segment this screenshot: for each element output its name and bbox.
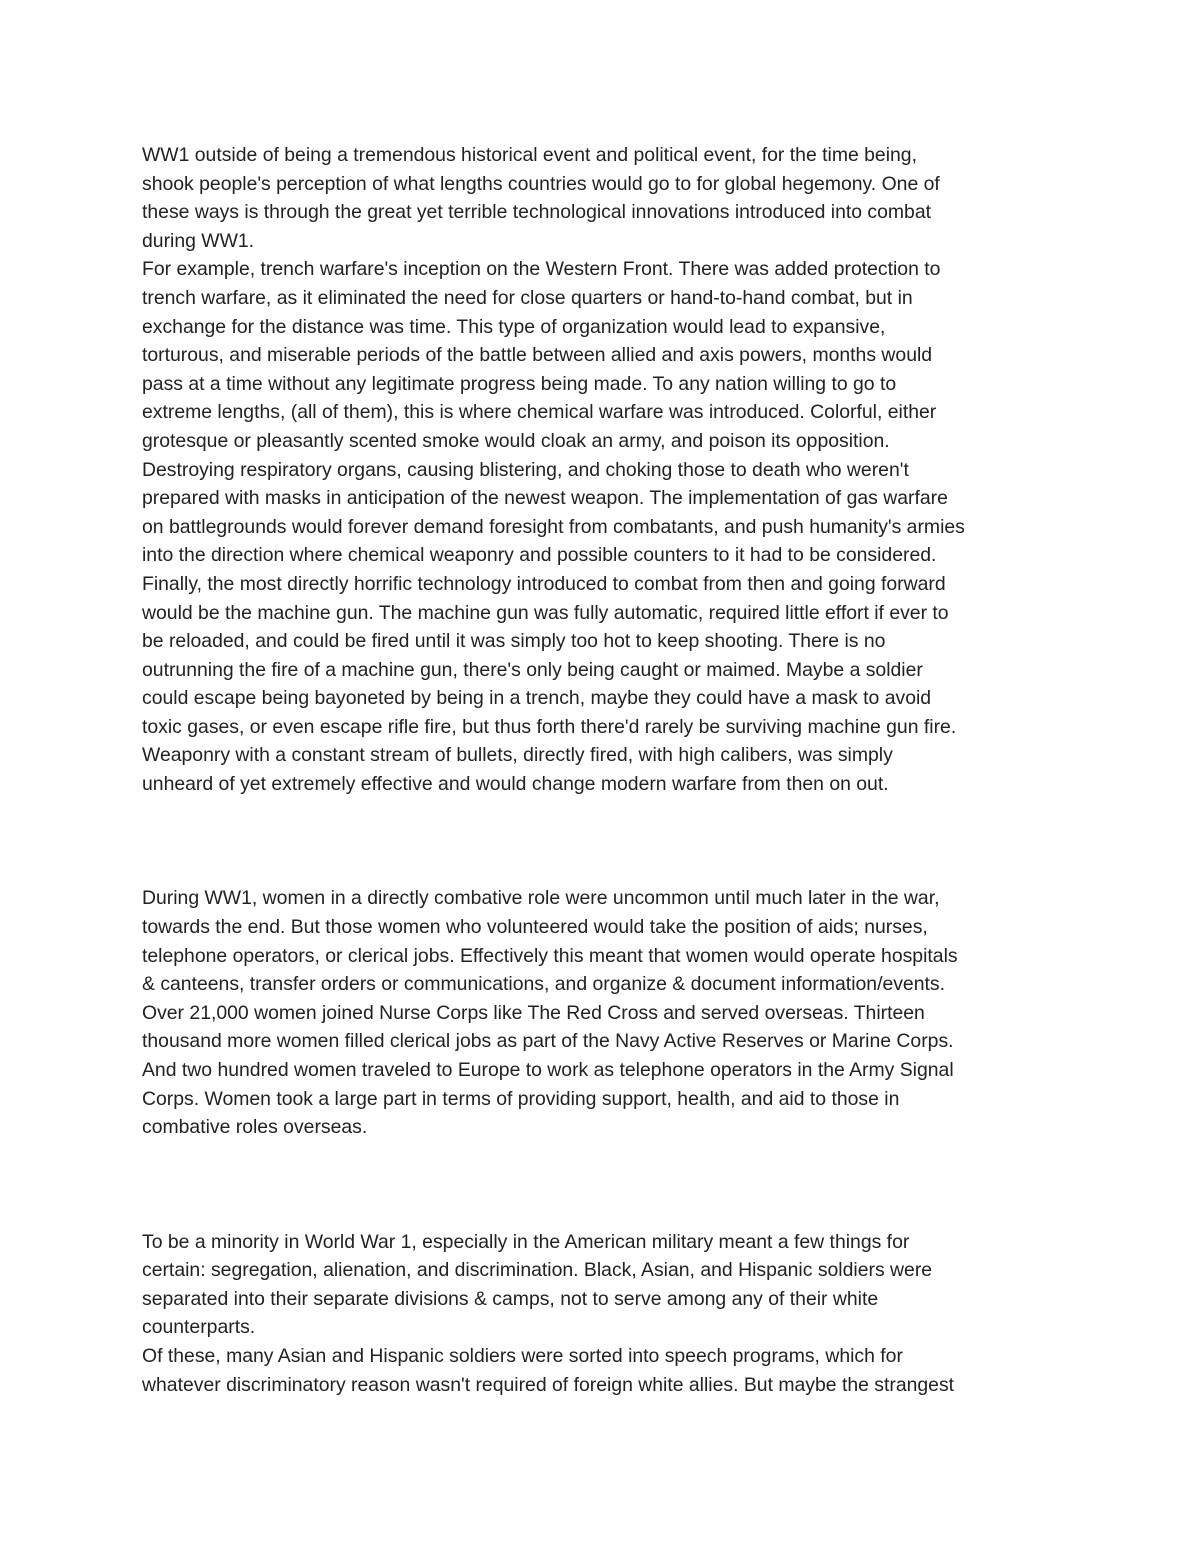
text-line: torturous, and miserable periods of the battle between allied and axis powers, months would (142, 344, 933, 367)
text-line: into the direction where chemical weaponry and possible counters to it had to be considered. (142, 544, 937, 567)
text-line: separated into their separate divisions & camps, not to serve among any of their white (142, 1287, 879, 1310)
text-line: To be a minority in World War 1, especially in the American military meant a few things for (142, 1230, 910, 1253)
blank-line (142, 1199, 1082, 1228)
text-line: Finally, the most directly horrific technology introduced to combat from then and going forward (142, 572, 946, 595)
text-line: WW1 outside of being a tremendous historical event and political event, for the time being, (142, 144, 917, 166)
text-line: whatever discriminatory reason wasn't required of foreign white allies. But maybe the strangest (142, 1373, 955, 1396)
text-line: thousand more women filled clerical jobs as part of the Navy Active Reserves or Marine Corps. (142, 1030, 954, 1053)
text-line: prepared with masks in anticipation of the newest weapon. The implementation of gas warfare (142, 487, 948, 510)
text-line: grotesque or pleasantly scented smoke would cloak an army, and poison its opposition. (142, 429, 890, 452)
paragraph-women-in-ww1 (142, 884, 1082, 1141)
text-line: could escape being bayoneted by being in a trench, maybe they could have a mask to avoid (142, 687, 932, 710)
paragraph-ww1-technology (142, 141, 1082, 799)
text-line: these ways is through the great yet terrible technological innovations introduced into combat (142, 201, 932, 224)
text-line: Over 21,000 women joined Nurse Corps like The Red Cross and served overseas. Thirteen (142, 1001, 925, 1024)
text-line: certain: segregation, alienation, and discrimination. Black, Asian, and Hispanic soldiers were (142, 1259, 933, 1282)
text-line: Corps. Women took a large part in terms of providing support, health, and aid to those in (142, 1087, 900, 1110)
blank-line (142, 1142, 1082, 1171)
text-line: would be the machine gun. The machine gun was fully automatic, required little effort if ever to (142, 601, 949, 624)
text-line: be reloaded, and could be fired until it was simply too hot to keep shooting. There is no (142, 630, 886, 653)
text-line: Of these, many Asian and Hispanic soldiers were sorted into speech programs, which for (142, 1344, 903, 1367)
text-line: telephone operators, or clerical jobs. Effectively this meant that women would operate hospitals (142, 944, 958, 967)
text-line: outrunning the fire of a machine gun, there's only being caught or maimed. Maybe a soldier (142, 658, 923, 681)
blank-line (142, 856, 1082, 885)
text-line: toxic gases, or even escape rifle fire, but thus forth there'd rarely be surviving machine gun fire. (142, 715, 957, 738)
text-line: during WW1. (142, 229, 255, 252)
text-line: towards the end. But those women who volunteered would take the position of aids; nurses, (142, 916, 928, 939)
text-line: counterparts. (142, 1316, 256, 1339)
paragraph-minorities-in-ww1 (142, 1228, 1082, 1400)
text-line: pass at a time without any legitimate progress being made. To any nation willing to go to (142, 372, 897, 395)
text-line: trench warfare, as it eliminated the need for close quarters or hand-to-hand combat, but in (142, 286, 913, 309)
text-line: shook people's perception of what lengths countries would go to for global hegemony. One of (142, 172, 940, 195)
text-line: exchange for the distance was time. This type of organization would lead to expansive, (142, 315, 886, 338)
text-line: During WW1, women in a directly combative role were uncommon until much later in the war, (142, 887, 940, 910)
blank-line (142, 799, 1082, 828)
text-line: unheard of yet extremely effective and would change modern warfare from then on out. (142, 773, 889, 796)
text-line: For example, trench warfare's inception on the Western Front. There was added protection to (142, 258, 941, 281)
text-line: Weaponry with a constant stream of bullets, directly fired, with high calibers, was simply (142, 744, 893, 767)
blank-line (142, 827, 1082, 856)
text-line: & canteens, transfer orders or communications, and organize & document information/events. (142, 973, 945, 996)
text-line: on battlegrounds would forever demand foresight from combatants, and push humanity's armies (142, 515, 965, 538)
text-line: And two hundred women traveled to Europe to work as telephone operators in the Army Signal (142, 1059, 954, 1081)
blank-line (142, 1170, 1082, 1199)
text-line: combative roles overseas. (142, 1116, 368, 1139)
text-line: extreme lengths, (all of them), this is where chemical warfare was introduced. Colorful, either (142, 401, 937, 424)
document-body (142, 141, 1082, 1399)
text-line: Destroying respiratory organs, causing blistering, and choking those to death who weren't (142, 458, 909, 481)
